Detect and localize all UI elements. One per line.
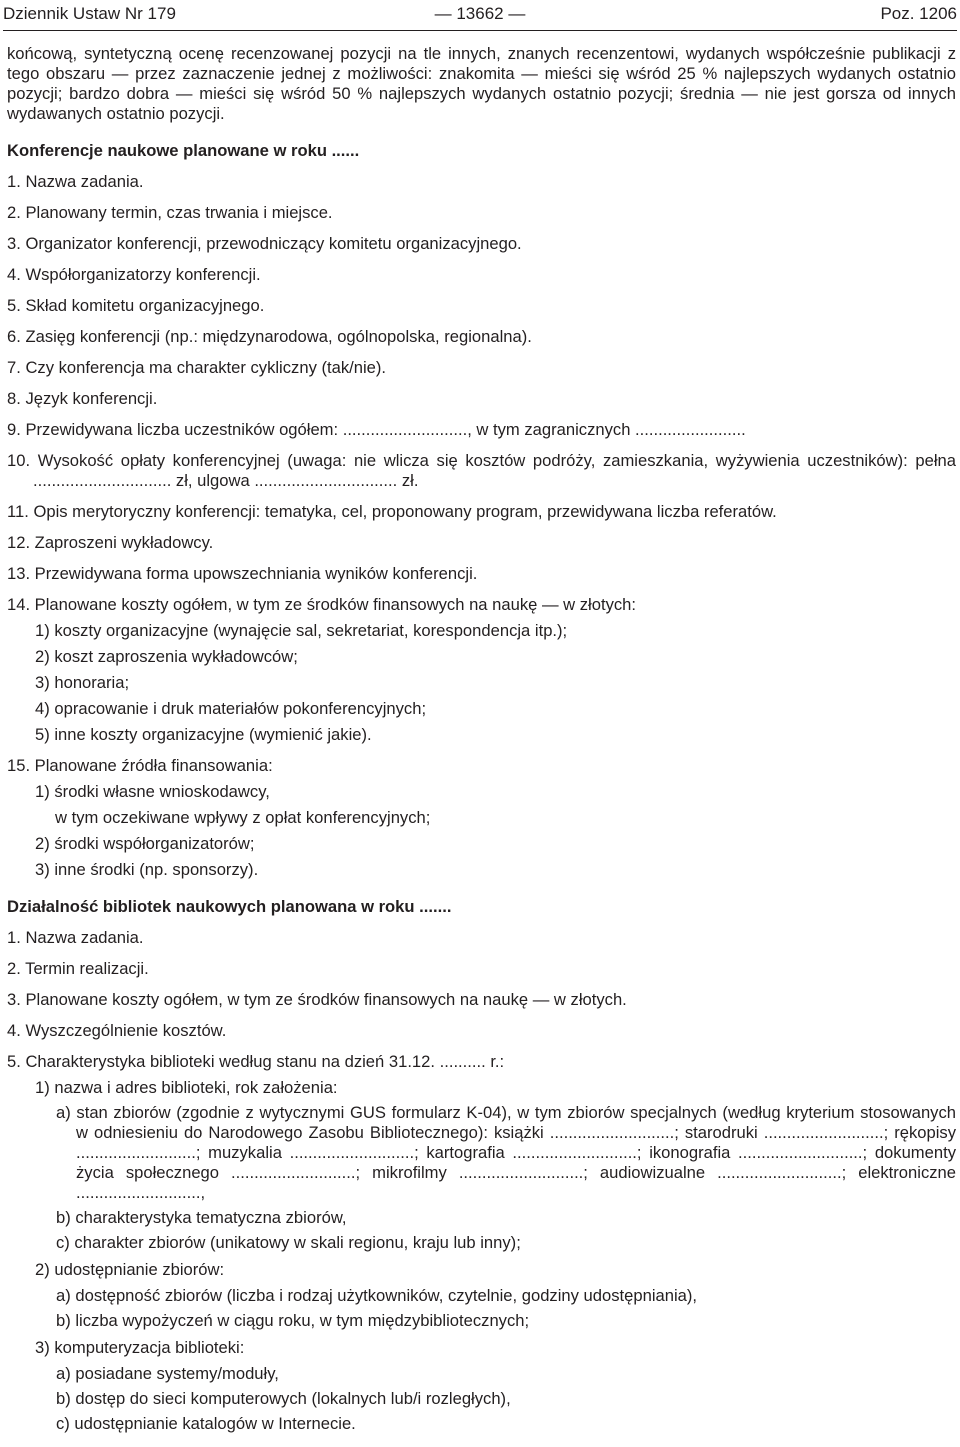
sub-item: 3) inne środki (np. sponsorzy). xyxy=(35,860,259,879)
list-item: 2. Termin realizacji. xyxy=(7,959,149,978)
list-item: 7. Czy konferencja ma charakter cykliczny (tak/nie). xyxy=(7,358,387,377)
section-heading-conferences: Konferencje naukowe planowane w roku ...... xyxy=(7,141,360,160)
sub-item: 1) nazwa i adres biblioteki, rok założenia: xyxy=(35,1078,338,1097)
list-item: 12. Zaproszeni wykładowcy. xyxy=(7,533,214,552)
section-heading-libraries: Działalność bibliotek naukowych planowana w roku ....... xyxy=(7,897,452,916)
intro-paragraph: końcową, syntetyczną ocenę recenzowanej pozycji na tle innych, znanych recenzentowi, wydanych współcześnie publikacji z tego obszaru — przez zaznaczenie jednej z możliwości: znakomita — mieści się wśród 25 % najlepszych wydanych ostatnio pozycji; bardzo dobra — mieści się wśród 50 % najlepszych wydanych ostatnio pozycji; średnia — nie jest gorsza od innych wydawanych ostatnio pozycji. xyxy=(7,44,956,123)
list-item: 13. Przewidywana forma upowszechniania wyników konferencji. xyxy=(7,564,478,583)
journal-title: Dziennik Ustaw Nr 179 xyxy=(3,4,176,23)
sub-item: 2) koszt zaproszenia wykładowców; xyxy=(35,647,298,666)
sub-sub-item: a) dostępność zbiorów (liczba i rodzaj użytkowników, czytelnie, godziny udostępniania), xyxy=(56,1286,698,1305)
sub-item: 4) opracowanie i druk materiałów pokonferencyjnych; xyxy=(35,699,427,718)
list-item: 11. Opis merytoryczny konferencji: tematyka, cel, proponowany program, przewidywana liczba referatów. xyxy=(7,502,777,521)
list-item: 5. Charakterystyka biblioteki według stanu na dzień 31.12. .......... r.: xyxy=(7,1052,505,1071)
list-item: 14. Planowane koszty ogółem, w tym ze środków finansowych na naukę — w złotych: xyxy=(7,595,637,614)
sub-item: 3) komputeryzacja biblioteki: xyxy=(35,1338,245,1357)
list-item: 9. Przewidywana liczba uczestników ogółem: ..........................., w tym zagranicznych ........................ xyxy=(7,420,746,439)
list-item: 15. Planowane źródła finansowania: xyxy=(7,756,273,775)
list-item: 1. Nazwa zadania. xyxy=(7,928,144,947)
list-item: 4. Współorganizatorzy konferencji. xyxy=(7,265,261,284)
page-content xyxy=(7,44,956,1434)
list-item: 10. Wysokość opłaty konferencyjnej (uwaga: nie wlicza się kosztów podróży, zamieszkania, wyżywienia uczestników): pełna .............................. zł, ulgowa ............................... zł. xyxy=(7,451,956,490)
sub-item: 1) koszty organizacyjne (wynajęcie sal, sekretariat, korespondencja itp.); xyxy=(35,621,568,640)
sub-item: 5) inne koszty organizacyjne (wymienić jakie). xyxy=(35,725,372,744)
list-item: 6. Zasięg konferencji (np.: międzynarodowa, ogólnopolska, regionalna). xyxy=(7,327,532,346)
list-item: 3. Organizator konferencji, przewodniczący komitetu organizacyjnego. xyxy=(7,234,522,253)
page-header xyxy=(3,0,957,31)
position-number: Poz. 1206 xyxy=(880,4,957,23)
list-item: 3. Planowane koszty ogółem, w tym ze środków finansowych na naukę — w złotych. xyxy=(7,990,627,1009)
sub-item: 2) środki współorganizatorów; xyxy=(35,834,255,853)
list-item: 1. Nazwa zadania. xyxy=(7,172,144,191)
list-item: 8. Język konferencji. xyxy=(7,389,158,408)
page-number: — 13662 — xyxy=(434,4,526,23)
sub-item: 1) środki własne wnioskodawcy, xyxy=(35,782,270,801)
list-item: 5. Skład komitetu organizacyjnego. xyxy=(7,296,265,315)
sub-sub-item: a) stan zbiorów (zgodnie z wytycznymi GUS formularz K-04), w tym zbiorów specjalnych (według kryterium stosowanych w odniesieniu do Narodowego Zasobu Bibliotecznego): książki ...........................; starodruki ..........................; rękopisy ..........................; muzykalia ...........................; kartografia ...........................; ikonografia ...........................; dokumenty życia społecznego ...........................; mikrofilmy ...........................; audiowizualne ...........................; elektroniczne ..........................., xyxy=(56,1103,956,1202)
sub-item-continuation: w tym oczekiwane wpływy z opłat konferencyjnych; xyxy=(55,808,431,827)
sub-item: 3) honoraria; xyxy=(35,673,130,692)
sub-sub-item: b) charakterystyka tematyczna zbiorów, xyxy=(56,1208,347,1227)
sub-item: 2) udostępnianie zbiorów: xyxy=(35,1260,225,1279)
sub-sub-item: c) charakter zbiorów (unikatowy w skali regionu, kraju lub inny); xyxy=(56,1233,521,1252)
sub-sub-item: b) liczba wypożyczeń w ciągu roku, w tym międzybibliotecznych; xyxy=(56,1311,530,1330)
list-item: 4. Wyszczególnienie kosztów. xyxy=(7,1021,227,1040)
list-item: 2. Planowany termin, czas trwania i miejsce. xyxy=(7,203,333,222)
sub-sub-item: b) dostęp do sieci komputerowych (lokalnych lub/i rozległych), xyxy=(56,1389,511,1408)
sub-sub-item: a) posiadane systemy/moduły, xyxy=(56,1364,279,1383)
sub-sub-item: c) udostępnianie katalogów w Internecie. xyxy=(56,1414,356,1433)
